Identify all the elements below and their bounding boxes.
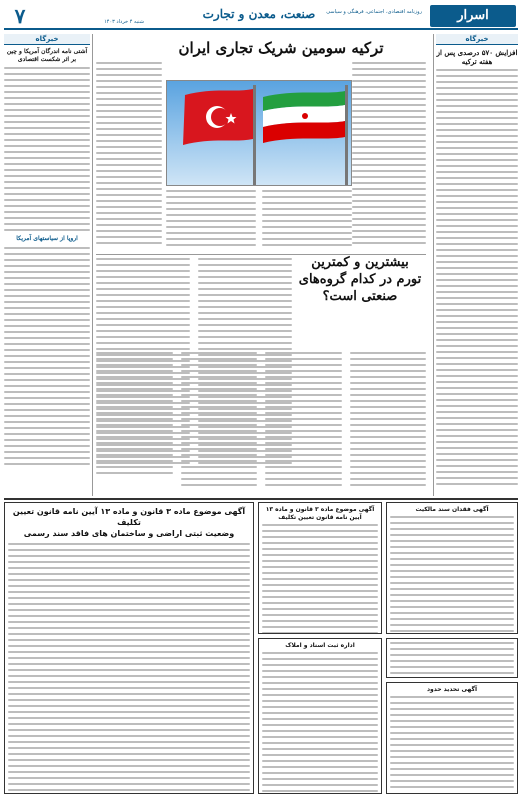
feature-headline: بیشترین و کمترین تورم در کدام گروه‌های صنعتی است؟ bbox=[298, 255, 422, 304]
right-news-column bbox=[436, 34, 518, 496]
legal-notice-5 bbox=[258, 638, 382, 794]
legal-notice-3 bbox=[386, 502, 518, 634]
left-column-headline: آشتی نامه اندرگان آمریکا و چین بر اثر شکست اقتصادی bbox=[6, 48, 88, 63]
feature-text-left bbox=[96, 258, 292, 494]
masthead-subtitle: روزنامه اقتصادی، اجتماعی، فرهنگی و سیاسی bbox=[326, 9, 422, 15]
main-headline: ترکیه سومین شریک تجاری ایران bbox=[178, 39, 384, 57]
main-story-text-right bbox=[352, 62, 426, 250]
section-title: صنعت، معدن و تجارت bbox=[202, 7, 316, 21]
feature-headline-box bbox=[298, 254, 422, 350]
page-number: ۷ bbox=[14, 4, 26, 28]
left-column-section: خبرگاه bbox=[4, 34, 90, 45]
article-text bbox=[436, 69, 518, 485]
legal-notice-subtitle: وضعیت ثبتی اراضی و ساختمان های فاقد سند رسمی bbox=[23, 529, 235, 538]
notice-title: اداره ثبت اسناد و املاک bbox=[285, 642, 355, 649]
legal-notice-title: آگهی موضوع ماده ۳ قانون و ماده ۱۳ آیین نامه قانون تعیین تکلیف bbox=[12, 507, 246, 527]
ads-section-divider bbox=[4, 498, 518, 500]
left-news-column bbox=[4, 34, 90, 496]
legal-notice-4 bbox=[386, 638, 518, 678]
notice-title: آگهی فقدان سند مالکیت bbox=[415, 506, 489, 513]
column-divider bbox=[433, 34, 434, 496]
notice-title: آگهی تحدید حدود bbox=[426, 686, 478, 693]
right-column-section: خبرگاه bbox=[436, 34, 518, 45]
legal-notice-2 bbox=[258, 502, 382, 634]
main-story-text-below-photo bbox=[166, 190, 352, 252]
legal-notice-6 bbox=[386, 682, 518, 794]
left-column-second-headline: اروپا از سیاستهای آمریکا bbox=[16, 235, 78, 242]
issue-date: شنبه ۴ خرداد ۱۴۰۳ bbox=[104, 19, 144, 25]
iran-turkey-flags-photo bbox=[166, 80, 352, 186]
column-divider bbox=[92, 34, 93, 496]
newspaper-logo: اسرار bbox=[430, 5, 516, 27]
main-story-text-left bbox=[96, 62, 162, 250]
masthead bbox=[4, 4, 518, 30]
right-column-headline: افزایش ۵۷۰ درصدی پس از هفته ترکیه bbox=[436, 48, 518, 66]
flags-illustration bbox=[166, 81, 351, 186]
notice-title: آگهی موضوع ماده ۳ قانون و ماده ۱۳ آیین نامه قانون تعیین تکلیف bbox=[265, 506, 375, 521]
main-legal-notice bbox=[4, 502, 254, 794]
